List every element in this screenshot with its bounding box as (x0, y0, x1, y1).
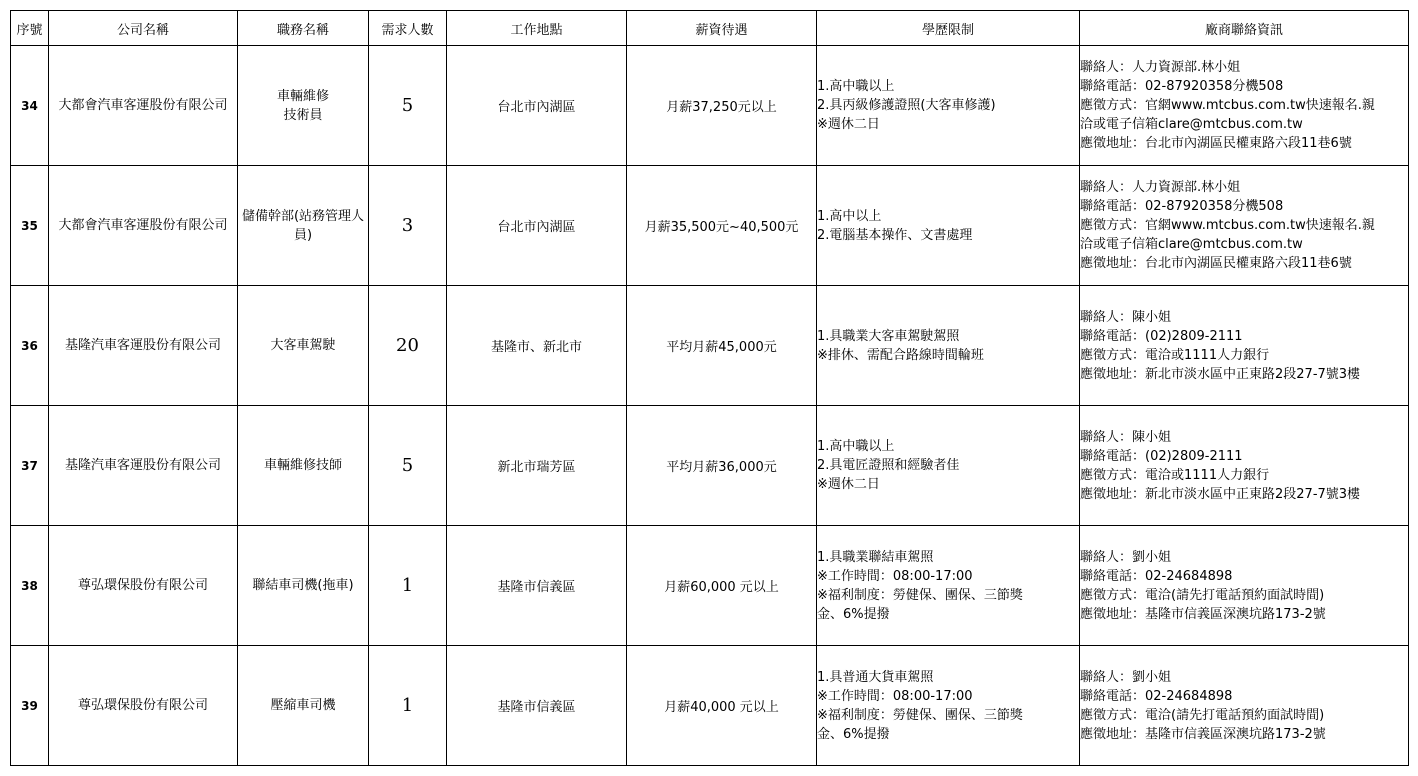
header-seq: 序號 (11, 11, 49, 46)
header-education: 學歷限制 (817, 11, 1080, 46)
contact-info-line: 應徵方式：電洽(請先打電話預約面試時間) (1080, 587, 1325, 603)
education-requirements-line: ※工作時間：08:00-17:00 (817, 688, 973, 704)
job-title-line: 技術員 (283, 107, 323, 123)
education-requirements-line: ※週休二日 (817, 477, 880, 492)
education-requirements-line: 2.具丙級修護證照(大客車修護) (817, 98, 996, 113)
contact-info-line: 聯絡電話：02-87920358分機508 (1080, 79, 1284, 94)
job-title-line: 壓縮車司機 (270, 698, 336, 713)
work-location: 台北市內湖區 (447, 166, 627, 286)
contact-info-line: 聯絡人：劉小姐 (1080, 549, 1172, 565)
contact-info-line: 應徵地址：新北市淡水區中正東路2段27-7號3樓 (1080, 366, 1361, 382)
header-row (11, 11, 1409, 46)
headcount: 5 (369, 406, 447, 526)
education-requirements-line: 金、6%提撥 (817, 606, 890, 622)
contact-info-line: 聯絡電話：02-87920358分機508 (1080, 199, 1284, 214)
contact-info-line: 應徵方式：電洽(請先打電話預約面試時間) (1080, 707, 1325, 723)
header-title: 職務名稱 (238, 11, 369, 46)
contact-info-line: 應徵地址：基隆市信義區深澳坑路173-2號 (1080, 726, 1326, 742)
work-location: 台北市內湖區 (447, 46, 627, 166)
work-location: 新北市瑞芳區 (447, 406, 627, 526)
contact-info (1080, 526, 1409, 646)
work-location: 基隆市信義區 (447, 646, 627, 766)
contact-info (1080, 646, 1409, 766)
job-title-line: 儲備幹部(站務管理人員) (241, 208, 365, 243)
job-title (238, 46, 369, 166)
education-requirements (817, 646, 1080, 766)
salary: 月薪40,000 元以上 (627, 646, 817, 766)
job-title (238, 526, 369, 646)
header-salary: 薪資待遇 (627, 11, 817, 46)
education-requirements-line: ※排休、需配合路線時間輪班 (817, 347, 984, 363)
salary: 平均月薪45,000元 (627, 286, 817, 406)
contact-info-line: 聯絡人：劉小姐 (1080, 669, 1172, 685)
row-seq: 34 (11, 46, 49, 166)
salary: 平均月薪36,000元 (627, 406, 817, 526)
education-requirements-line: 1.具普通大貨車駕照 (817, 669, 934, 685)
contact-info-line: 應徵方式：官網www.mtcbus.com.tw快速報名.親 (1080, 98, 1375, 113)
education-requirements-line: 金、6%提撥 (817, 726, 890, 742)
company-name: 基隆汽車客運股份有限公司 (49, 286, 238, 406)
company-name: 尊弘環保股份有限公司 (49, 646, 238, 766)
job-title (238, 406, 369, 526)
education-requirements-line: ※週休二日 (817, 117, 880, 132)
work-location: 基隆市信義區 (447, 526, 627, 646)
table-body (11, 46, 1409, 766)
job-title-line: 聯結車司機(拖車) (252, 578, 354, 593)
job-listing-table (10, 10, 1409, 766)
education-requirements-line: 2.電腦基本操作、文書處理 (817, 227, 973, 243)
education-requirements (817, 526, 1080, 646)
row-seq: 38 (11, 526, 49, 646)
contact-info-line: 聯絡人：人力資源部.林小姐 (1080, 180, 1241, 195)
contact-info-line: 洽或電子信箱clare@mtcbus.com.tw (1080, 237, 1303, 252)
job-title (238, 646, 369, 766)
company-name: 基隆汽車客運股份有限公司 (49, 406, 238, 526)
contact-info (1080, 406, 1409, 526)
job-title-line: 車輛維修 (276, 88, 329, 104)
row-seq: 37 (11, 406, 49, 526)
salary: 月薪35,500元~40,500元 (627, 166, 817, 286)
contact-info-line: 洽或電子信箱clare@mtcbus.com.tw (1080, 117, 1303, 132)
table-row (11, 646, 1409, 766)
company-name: 大都會汽車客運股份有限公司 (49, 166, 238, 286)
education-requirements-line: ※工作時間：08:00-17:00 (817, 568, 973, 584)
headcount: 20 (369, 286, 447, 406)
contact-info-line: 聯絡人：陳小姐 (1080, 309, 1172, 325)
contact-info-line: 應徵地址：台北市內湖區民權東路六段11巷6號 (1080, 136, 1352, 151)
header-count: 需求人數 (369, 11, 447, 46)
header-company: 公司名稱 (49, 11, 238, 46)
contact-info-line: 聯絡電話：(02)2809-2111 (1080, 448, 1243, 464)
salary: 月薪37,250元以上 (627, 46, 817, 166)
contact-info-line: 聯絡人：陳小姐 (1080, 429, 1172, 445)
headcount: 3 (369, 166, 447, 286)
company-name: 大都會汽車客運股份有限公司 (49, 46, 238, 166)
row-seq: 39 (11, 646, 49, 766)
contact-info-line: 應徵方式：電洽或1111人力銀行 (1080, 347, 1270, 363)
education-requirements-line: ※福利制度：勞健保、團保、三節獎 (817, 707, 1023, 723)
job-title (238, 166, 369, 286)
education-requirements (817, 286, 1080, 406)
job-title-line: 大客車駕駛 (270, 338, 336, 353)
work-location: 基隆市、新北市 (447, 286, 627, 406)
table-row (11, 166, 1409, 286)
company-name: 尊弘環保股份有限公司 (49, 526, 238, 646)
table-row (11, 526, 1409, 646)
education-requirements-line: 1.具職業聯結車駕照 (817, 549, 934, 565)
job-title-line: 車輛維修技師 (263, 458, 342, 473)
contact-info-line: 聯絡電話：02-24684898 (1080, 568, 1233, 584)
row-seq: 36 (11, 286, 49, 406)
education-requirements (817, 46, 1080, 166)
education-requirements-line: 2.具電匠證照和經驗者佳 (817, 458, 960, 473)
contact-info-line: 聯絡電話：02-24684898 (1080, 688, 1233, 704)
contact-info (1080, 286, 1409, 406)
table-row (11, 286, 1409, 406)
education-requirements-line: 1.具職業大客車駕駛駕照 (817, 328, 960, 344)
header-location: 工作地點 (447, 11, 627, 46)
headcount: 1 (369, 526, 447, 646)
education-requirements-line: 1.高中職以上 (817, 439, 895, 454)
contact-info (1080, 46, 1409, 166)
contact-info (1080, 166, 1409, 286)
contact-info-line: 聯絡電話：(02)2809-2111 (1080, 328, 1243, 344)
education-requirements-line: 1.高中職以上 (817, 79, 895, 94)
education-requirements (817, 166, 1080, 286)
education-requirements (817, 406, 1080, 526)
contact-info-line: 應徵方式：官網www.mtcbus.com.tw快速報名.親 (1080, 218, 1375, 233)
contact-info-line: 應徵地址：台北市內湖區民權東路六段11巷6號 (1080, 256, 1352, 271)
contact-info-line: 聯絡人：人力資源部.林小姐 (1080, 60, 1241, 75)
contact-info-line: 應徵方式：電洽或1111人力銀行 (1080, 467, 1270, 483)
job-title (238, 286, 369, 406)
salary: 月薪60,000 元以上 (627, 526, 817, 646)
contact-info-line: 應徵地址：基隆市信義區深澳坑路173-2號 (1080, 606, 1326, 622)
row-seq: 35 (11, 166, 49, 286)
headcount: 1 (369, 646, 447, 766)
header-contact: 廠商聯絡資訊 (1080, 11, 1409, 46)
table-row (11, 406, 1409, 526)
education-requirements-line: 1.高中以上 (817, 208, 882, 224)
table-row (11, 46, 1409, 166)
contact-info-line: 應徵地址：新北市淡水區中正東路2段27-7號3樓 (1080, 486, 1361, 502)
headcount: 5 (369, 46, 447, 166)
education-requirements-line: ※福利制度：勞健保、團保、三節獎 (817, 587, 1023, 603)
